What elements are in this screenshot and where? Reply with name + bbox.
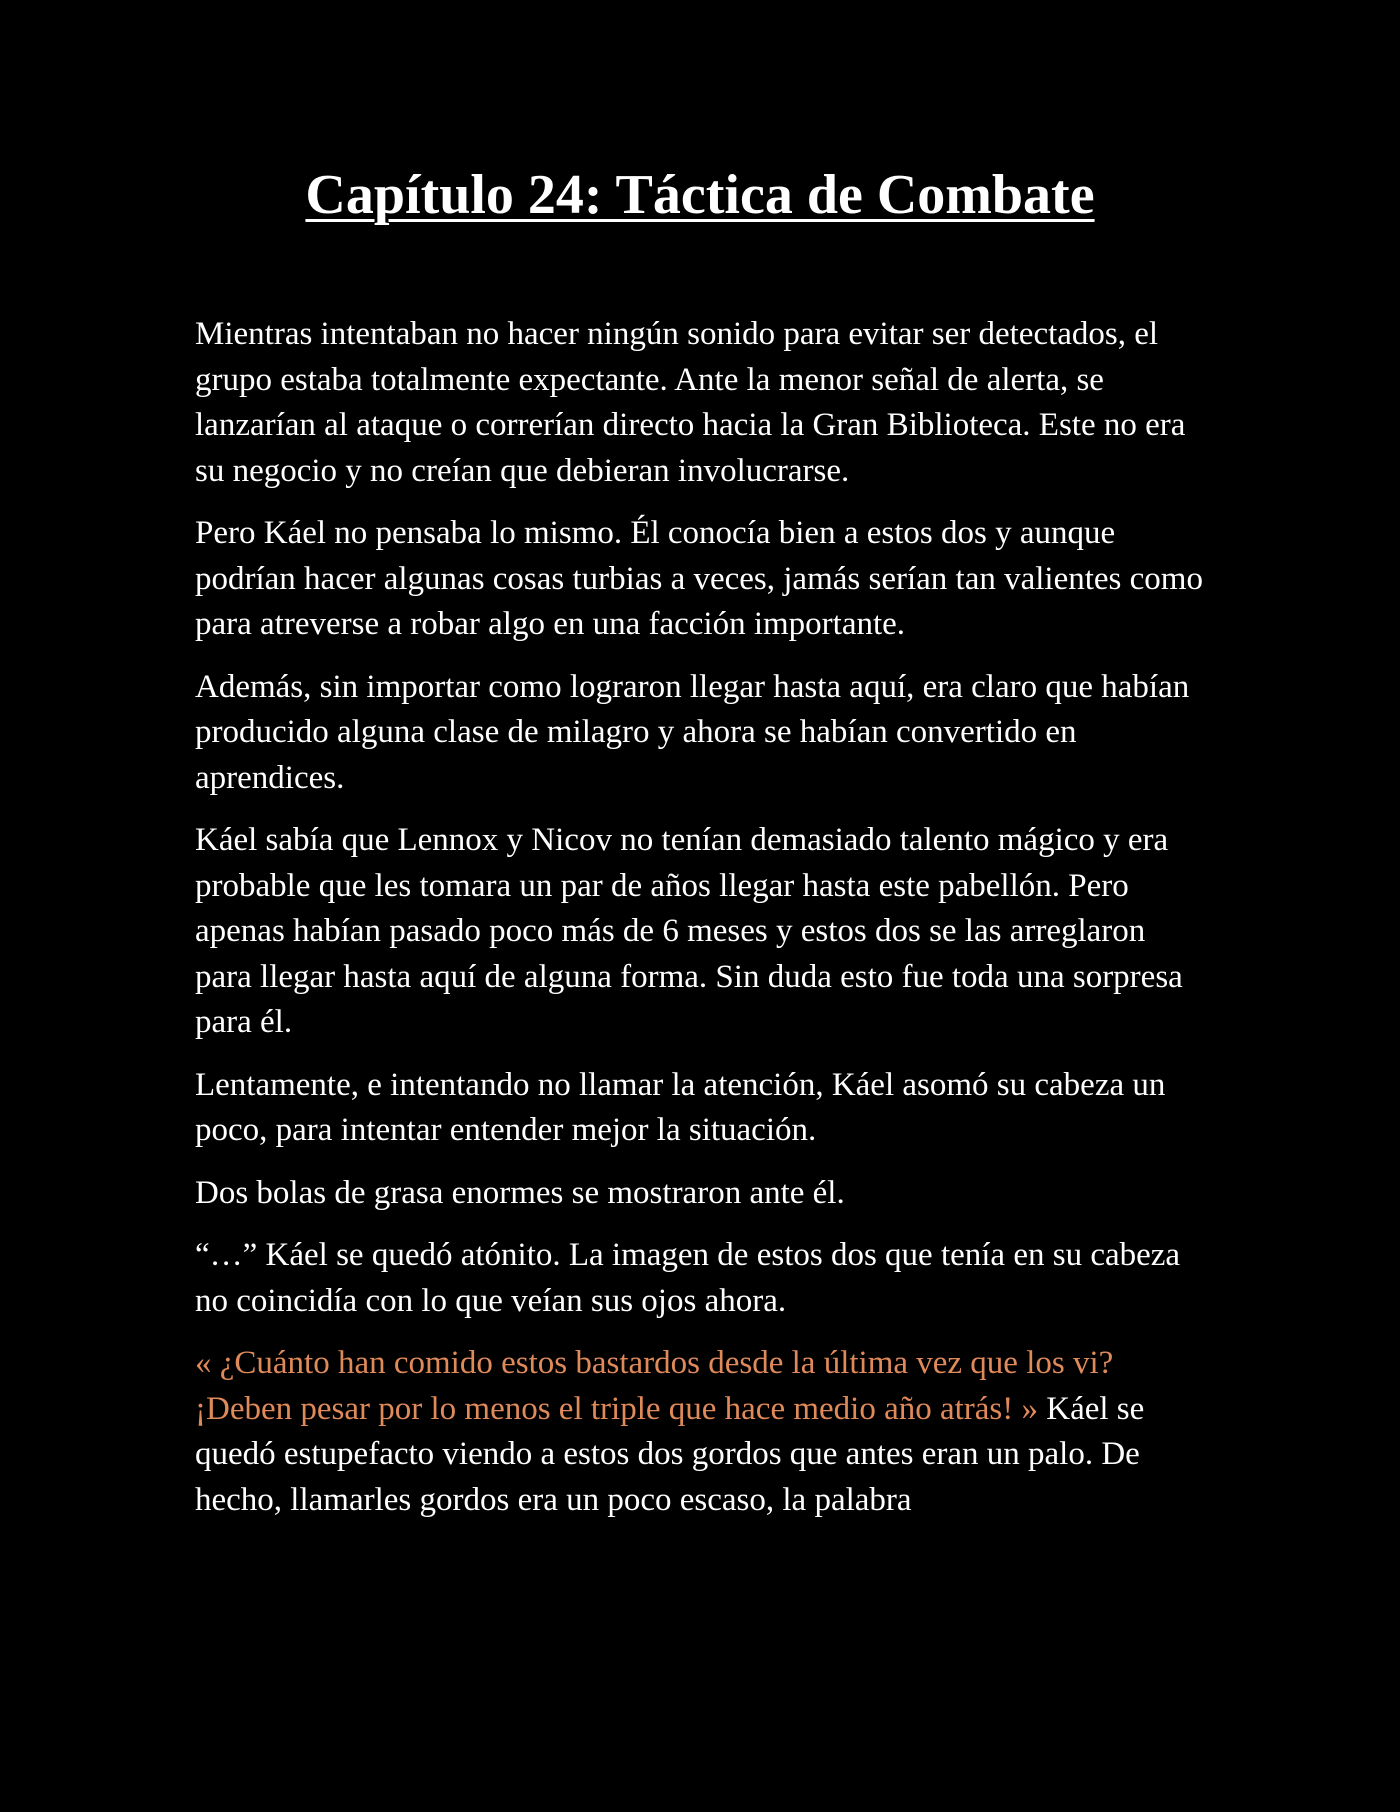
paragraph-5: Lentamente, e intentando no llamar la atención, Káel asomó su cabeza un poco, para intentar entender mejor la situación. [195, 1066, 1166, 1148]
paragraph-4: Káel sabía que Lennox y Nicov no tenían demasiado talento mágico y era probable que les tomara un par de años llegar hasta este pabellón. Pero apenas habían pasado poco más de 6 meses y estos dos se las arreglaron para llegar hasta aquí de alguna forma. Sin duda esto fue toda una sorpresa para él. [195, 822, 1183, 1040]
paragraph-3: Además, sin importar como lograron llegar hasta aquí, era claro que habían producido alguna clase de milagro y ahora se habían convertido en aprendices. [195, 668, 1190, 796]
chapter-title-text: Capítulo 24: Táctica de Combate [305, 164, 1095, 226]
inner-thought-text: « ¿Cuánto han comido estos bastardos desde la última vez que los vi? ¡Deben pesar por lo menos el triple que hace medio año atrás! » [195, 1345, 1114, 1427]
paragraph-6: Dos bolas de grasa enormes se mostraron ante él. [195, 1174, 845, 1211]
paragraph-7: “…” Káel se quedó atónito. La imagen de estos dos que tenía en su cabeza no coincidía con lo que veían sus ojos ahora. [195, 1237, 1181, 1319]
paragraph-8 [195, 1341, 1210, 1523]
chapter-body [195, 312, 1210, 1540]
paragraph-8-text: Káel se quedó estupefacto viendo a estos dos gordos que antes eran un palo. De hecho, llamarles gordos era un poco escaso, la palabra [195, 1390, 1145, 1518]
chapter-title [0, 160, 1400, 230]
paragraph-1: Mientras intentaban no hacer ningún sonido para evitar ser detectados, el grupo estaba totalmente expectante. Ante la menor señal de alerta, se lanzarían al ataque o correrían directo hacia la Gran Biblioteca. Este no era su negocio y no creían que debieran involucrarse. [195, 316, 1186, 489]
paragraph-2: Pero Káel no pensaba lo mismo. Él conocía bien a estos dos y aunque podrían hacer algunas cosas turbias a veces, jamás serían tan valientes como para atreverse a robar algo en una facción importante. [195, 515, 1203, 642]
